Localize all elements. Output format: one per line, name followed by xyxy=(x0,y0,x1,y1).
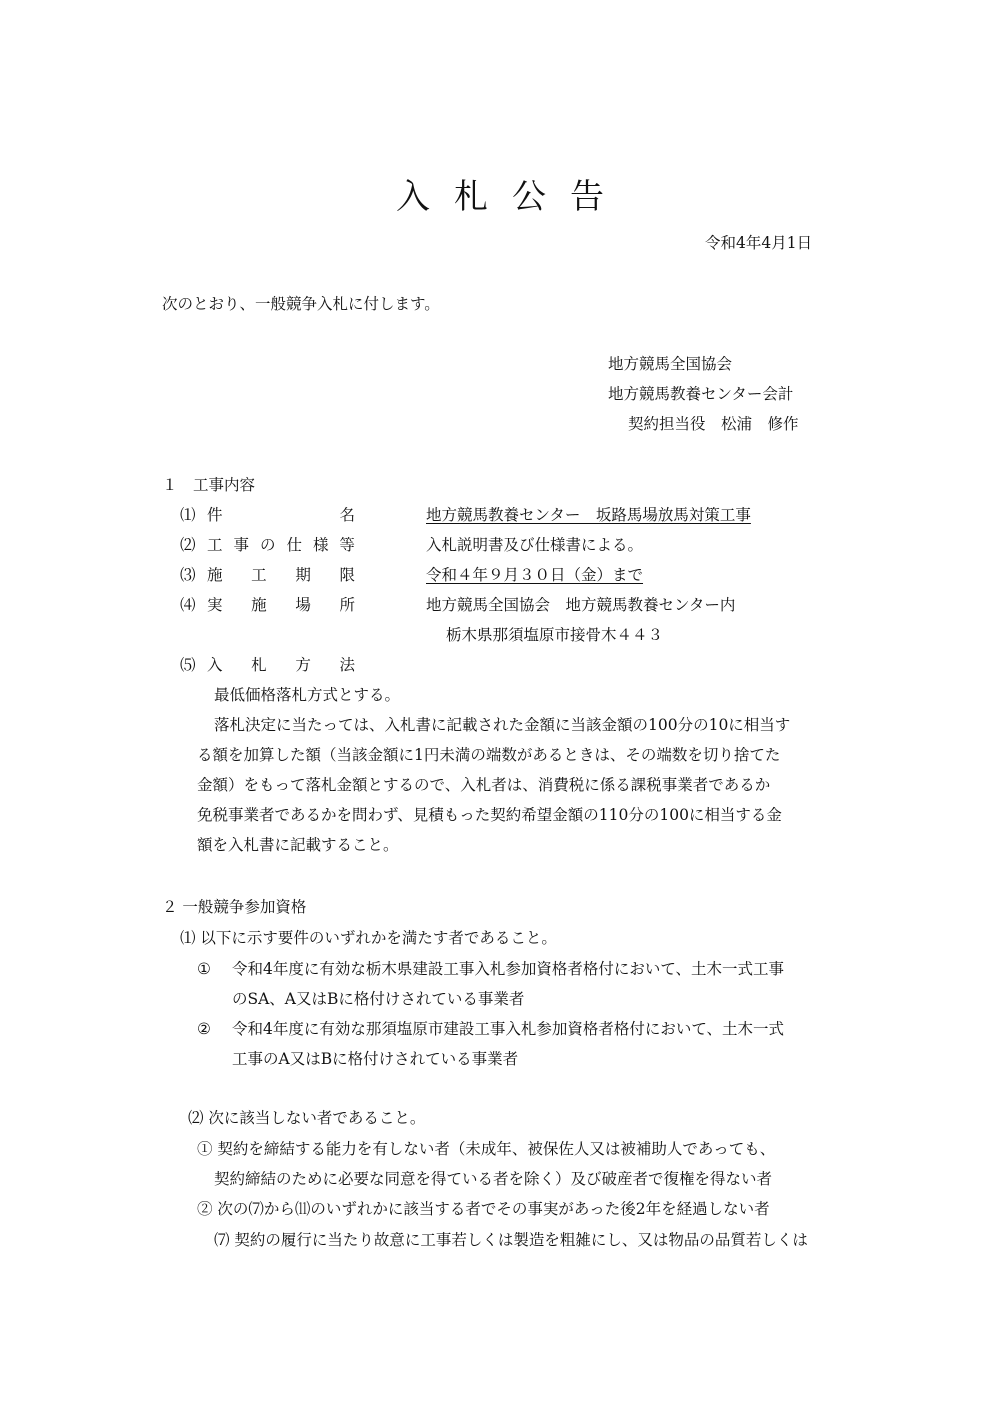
construction-deadline: 令和４年９月３０日（金）まで xyxy=(426,566,644,584)
method-line: 落札決定に当たっては、入札書に記載された金額に当該金額の100分の10に相当す xyxy=(214,716,791,734)
issuer-officer: 契約担当役 松浦 修作 xyxy=(628,415,799,433)
item-number: ⑶ xyxy=(180,566,196,584)
construction-address: 栃木県那須塩原市接骨木４４３ xyxy=(446,626,664,644)
specification: 入札説明書及び仕様書による。 xyxy=(426,536,644,554)
requirement-line: 工事のA又はBに格付けされている事業者 xyxy=(232,1050,519,1068)
item-number: ⑴ xyxy=(180,506,196,524)
item-number: ⑷ xyxy=(180,596,196,614)
requirement-number: ② xyxy=(197,1020,211,1038)
exclusion-line: ⑺ 契約の履行に当たり故意に工事若しくは製造を粗雑にし、又は物品の品質若しくは xyxy=(214,1231,808,1249)
exclusion-line: ① 契約を締結する能力を有しない者（未成年、被保佐人又は被補助人であっても、 xyxy=(197,1140,776,1158)
method-line: 額を入札書に記載すること。 xyxy=(197,836,399,854)
issuer-org: 地方競馬全国協会 xyxy=(608,355,733,373)
item-label: 施 工 期 限 xyxy=(207,566,355,584)
item-number: ⑵ xyxy=(180,536,196,554)
method-line: る額を加算した額（当該金額に1円未満の端数があるときは、その端数を切り捨てた xyxy=(197,746,781,764)
exclusion-line: 契約締結のために必要な同意を得ている者を除く）及び破産者で復権を得ない者 xyxy=(214,1170,773,1188)
page-title: 入札公告 xyxy=(396,177,628,217)
construction-location: 地方競馬全国協会 地方競馬教養センター内 xyxy=(426,596,736,614)
requirement-line: 令和4年度に有効な那須塩原市建設工事入札参加資格者格付において、土木一式 xyxy=(232,1020,785,1038)
requirement-number: ① xyxy=(197,960,211,978)
item-number: ⑸ xyxy=(180,656,196,674)
method-line: 最低価格落札方式とする。 xyxy=(214,686,401,704)
section1-heading: １ 工事内容 xyxy=(162,476,256,494)
project-name: 地方競馬教養センター 坂路馬場放馬対策工事 xyxy=(426,506,751,524)
issuer-dept: 地方競馬教養センター会計 xyxy=(608,385,794,403)
qualification-sub1: ⑴ 以下に示す要件のいずれかを満たす者であること。 xyxy=(180,929,557,947)
method-line: 金額）をもって落札金額とするので、入札者は、消費税に係る課税事業者であるか xyxy=(197,776,771,794)
qualification-sub2: ⑵ 次に該当しない者であること。 xyxy=(188,1109,426,1127)
requirement-line: 令和4年度に有効な栃木県建設工事入札参加資格者格付において、土木一式工事 xyxy=(232,960,785,978)
section2-heading: ２ 一般競争参加資格 xyxy=(162,898,307,916)
requirement-line: のSA、A又はBに格付けされている事業者 xyxy=(232,990,525,1008)
method-line: 免税事業者であるかを問わず、見積もった契約希望金額の110分の100に相当する金 xyxy=(197,806,782,824)
item-label: 入 札 方 法 xyxy=(207,656,355,674)
notice-date: 令和4年4月1日 xyxy=(705,234,813,252)
item-label: 件 名 xyxy=(207,506,355,524)
item-label: 工 事 の 仕 様 等 xyxy=(207,536,355,554)
item-label: 実 施 場 所 xyxy=(207,596,355,614)
intro-text: 次のとおり、一般競争入札に付します。 xyxy=(162,295,440,313)
exclusion-line: ② 次の⑺から⑾のいずれかに該当する者でその事実があった後2年を経過しない者 xyxy=(197,1200,770,1218)
